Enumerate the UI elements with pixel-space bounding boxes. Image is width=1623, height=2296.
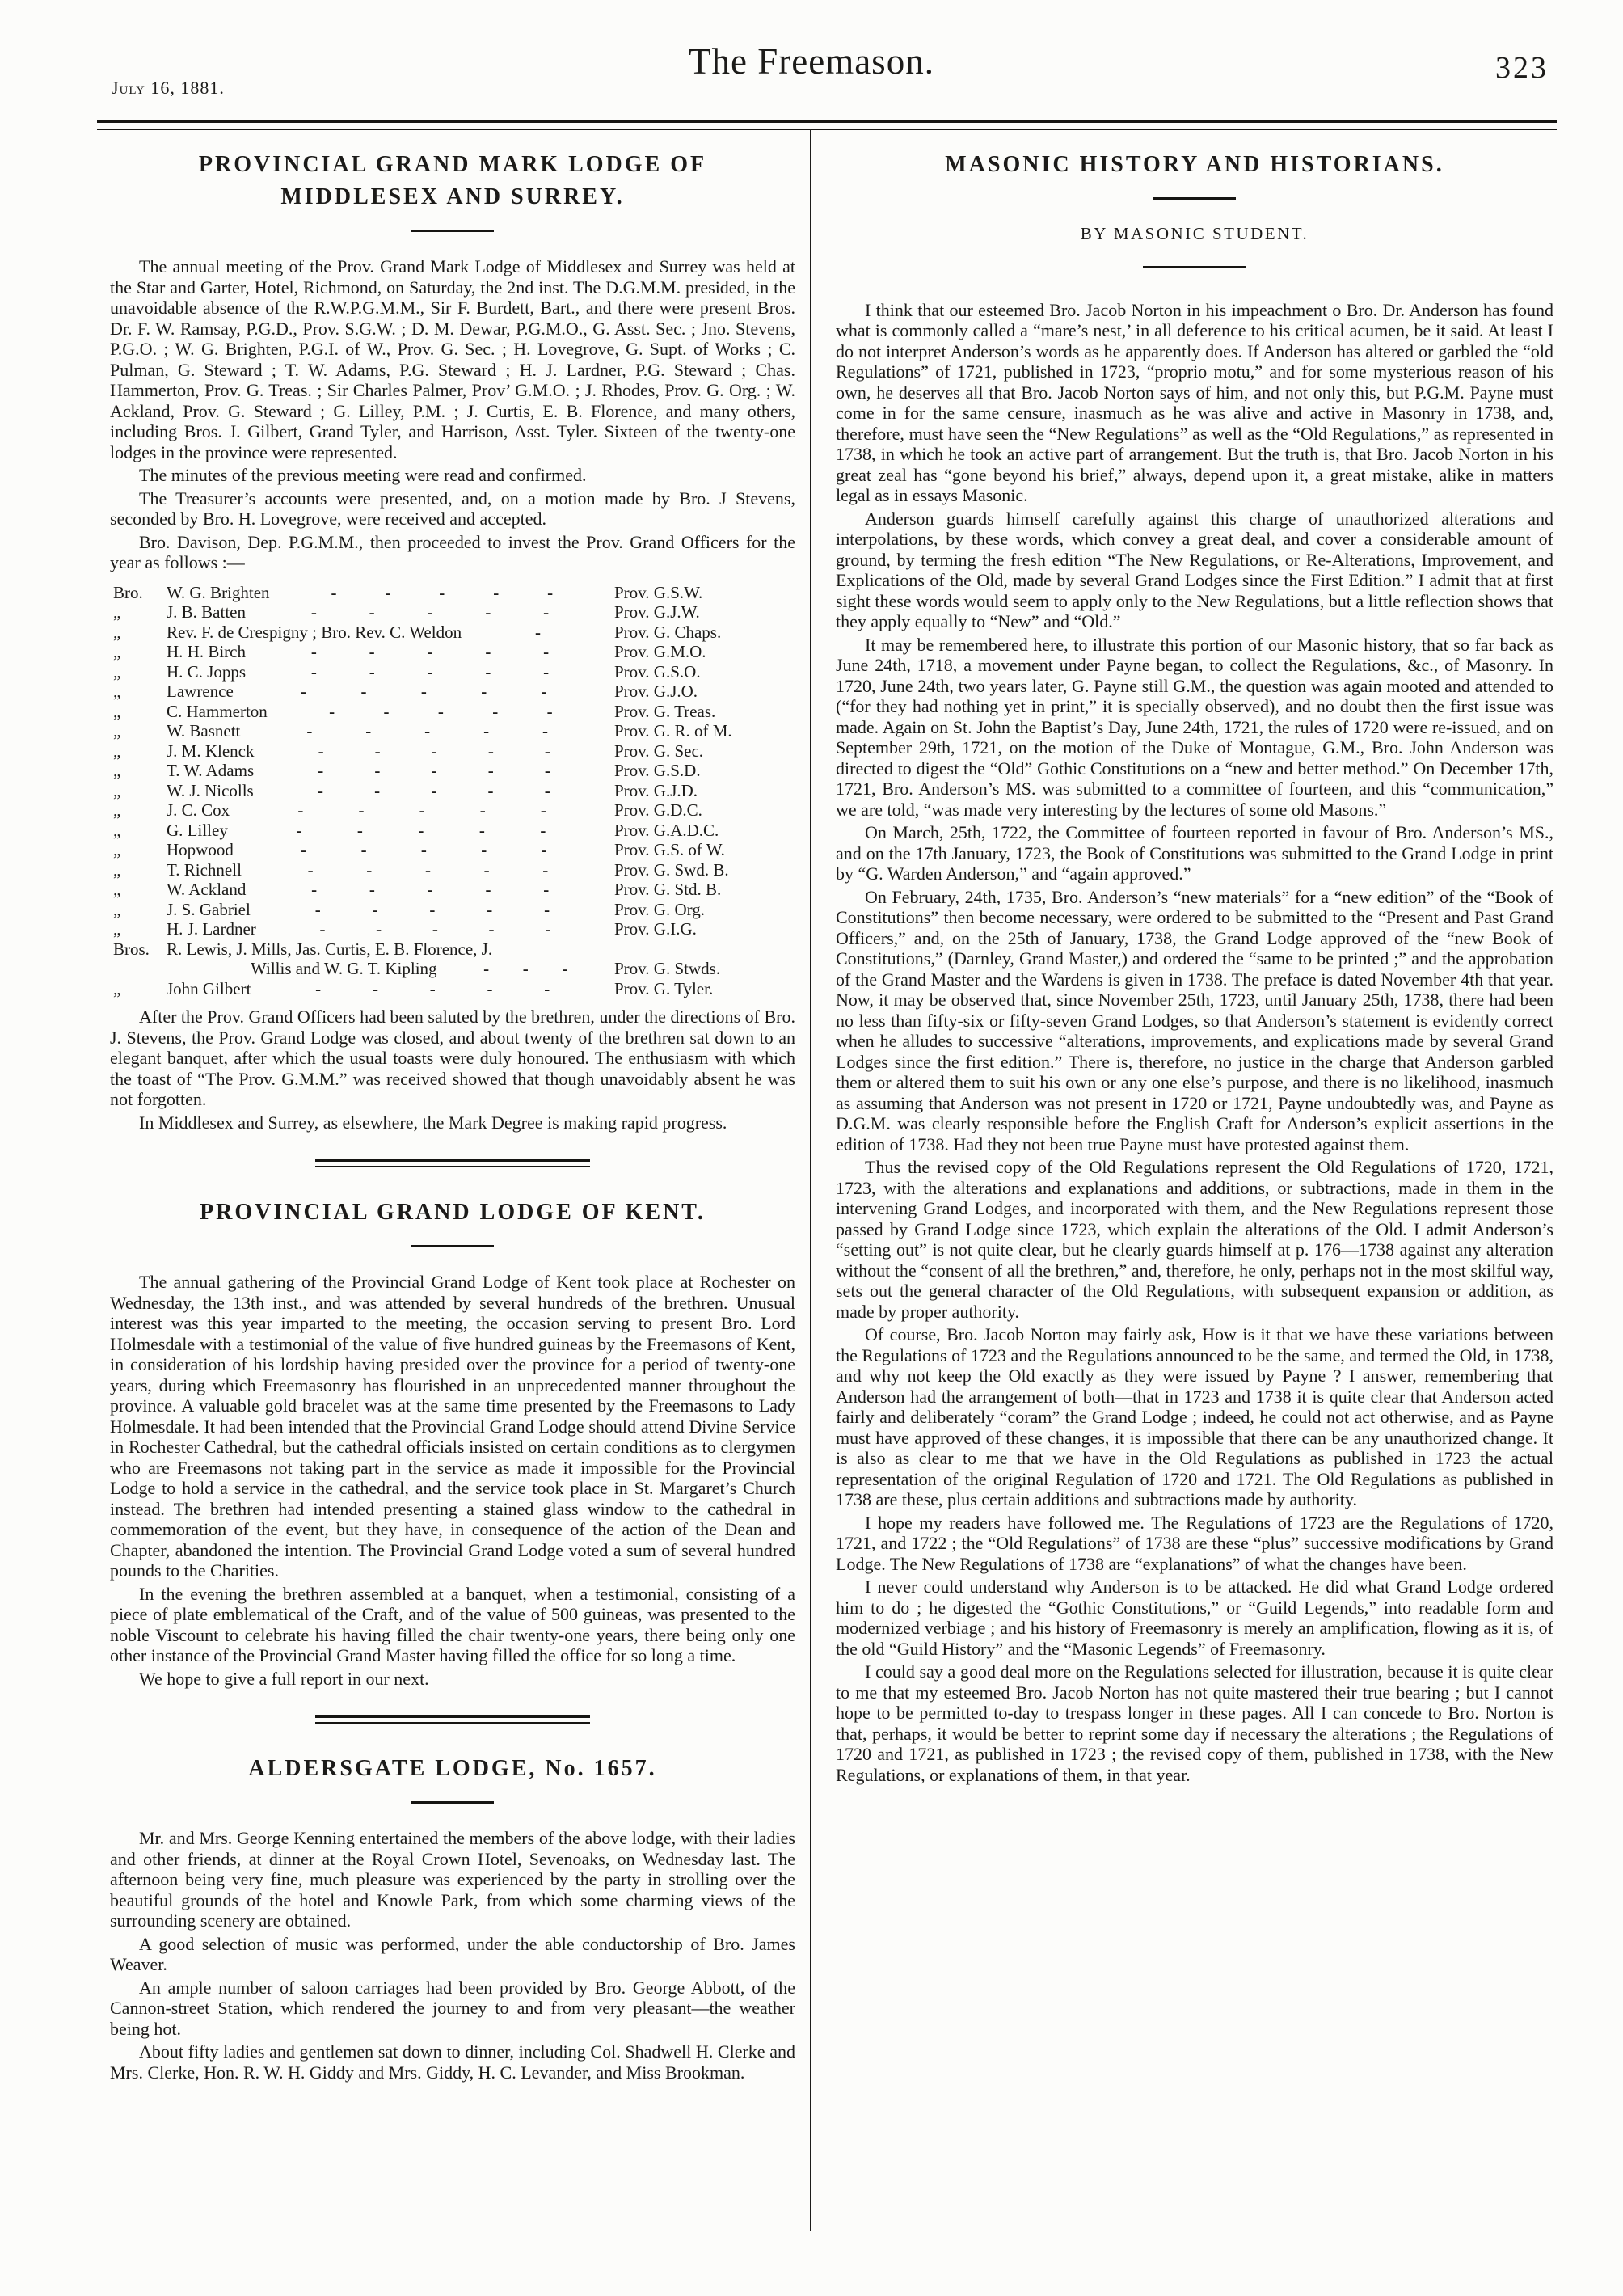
leader-dash: -	[431, 780, 437, 800]
officer-name: T. Richnell	[167, 859, 242, 880]
paragraph: In Middlesex and Surrey, as elsewhere, the Mark Degree is making rapid progress.	[139, 1112, 727, 1133]
leader-dash: -	[540, 820, 546, 840]
officer-name: W. J. Nicolls	[167, 780, 254, 800]
article-title: MIDDLESEX AND SURREY.	[280, 184, 625, 209]
officer-office: Prov. G.S.D.	[614, 761, 701, 780]
officer-row	[110, 721, 795, 741]
leader-dash: -	[319, 919, 326, 939]
leader-dash: -	[310, 602, 317, 622]
officer-row	[110, 682, 795, 702]
officer-office: Prov. G. R. of M.	[614, 721, 732, 741]
officer-name: W. Basnett	[167, 721, 241, 741]
paragraph: A good selection of music was performed, under the able conductorship of Bro. James Weaver.	[110, 1933, 795, 1974]
leader-dash: -	[547, 582, 554, 602]
leader-dash: -	[492, 701, 499, 721]
officer-prefix: „	[113, 840, 121, 859]
masthead-rule	[97, 120, 1557, 130]
officers-list	[110, 583, 795, 999]
leader-dash: -	[483, 959, 490, 978]
officer-prefix: „	[113, 978, 121, 998]
leader-dash: -	[545, 919, 551, 939]
officer-prefix: „	[113, 761, 121, 780]
officer-row	[110, 979, 795, 999]
paragraph: The minutes of the previous meeting were read and confirmed.	[139, 465, 587, 485]
leader-dash: -	[543, 602, 550, 622]
leader-dash: -	[306, 721, 313, 741]
officer-office: Prov. G. Stwds.	[614, 959, 721, 978]
leader-dash: -	[427, 602, 433, 622]
leader-dash: -	[372, 899, 378, 919]
officer-prefix: „	[113, 602, 121, 622]
leader-dash: -	[372, 978, 378, 998]
leader-dash: -	[540, 800, 546, 820]
leader-dash: -	[543, 880, 550, 899]
article	[836, 149, 1553, 1785]
leader-dash: -	[369, 661, 375, 682]
leader-dash: -	[374, 761, 381, 780]
officer-office: Prov. G. Org.	[614, 899, 706, 919]
left-column	[110, 149, 795, 2085]
dash-leader	[462, 623, 614, 643]
officer-office: Prov. G.J.O.	[614, 682, 698, 701]
officer-name: T. W. Adams	[167, 761, 255, 780]
leader-dash: -	[383, 701, 390, 721]
officer-prefix: „	[113, 741, 121, 761]
dash-leader	[228, 821, 614, 841]
officer-office: Prov. G.J.W.	[614, 602, 700, 622]
leader-dash: -	[541, 840, 547, 859]
officer-prefix: Bros.	[113, 939, 150, 959]
officer-name: C. Hammerton	[167, 701, 268, 721]
leader-dash: -	[544, 761, 550, 780]
officer-name: W. G. Brighten	[167, 582, 270, 602]
leader-dash: -	[366, 859, 373, 880]
leader-dash: -	[369, 602, 375, 622]
officer-office: Prov. G. Chaps.	[614, 622, 722, 642]
leader-dash: -	[374, 741, 381, 761]
officer-row	[110, 602, 795, 623]
article-title: PROVINCIAL GRAND MARK LODGE OF	[198, 152, 707, 177]
title-rule	[411, 1801, 494, 1804]
article-byline: BY MASONIC STUDENT.	[1080, 224, 1309, 243]
leader-dash: -	[424, 721, 431, 741]
leader-dash: -	[360, 682, 367, 701]
leader-dash: -	[358, 800, 365, 820]
leader-dash: -	[544, 780, 550, 800]
officer-name: H. C. Jopps	[167, 661, 247, 682]
officer-office: Prov. G. Tyler.	[614, 978, 714, 998]
officer-prefix: „	[113, 899, 121, 919]
paragraph: About fifty ladies and gentlemen sat down to dinner, including Col. Shadwell H. Clerke and Mrs. Clerke, Hon. R. W. H. Giddy and Mrs. Giddy, H. C. Levander, and Miss Brookman.	[110, 2041, 795, 2083]
leader-dash: -	[431, 741, 437, 761]
officer-office: Prov. G.S.W.	[614, 582, 703, 602]
officer-name: Hopwood	[167, 840, 234, 859]
paragraph: I never could understand why Anderson is to be attacked. He did what Grand Lodge ordered him to do ; he digested the “Gothic Constitutions,” or “Guild Legends,” into readable form and modernized verbiage ; and his history of Freemasonry is merely an amplification, flowing as it is, of the old “Guild History” and the “Masonic Legends” of Freemasonry.	[836, 1576, 1553, 1659]
article-title: ALDERSGATE LODGE, No. 1657.	[248, 1756, 657, 1781]
officer-name: H. J. Lardner	[167, 919, 256, 939]
leader-dash: -	[301, 840, 307, 859]
leader-dash: -	[487, 780, 494, 800]
paragraph: The Treasurer’s accounts were presented, and, on a motion made by Bro. J Stevens, seconded by Bro. H. Lovegrove, were received and accepted.	[110, 487, 795, 529]
leader-dash: -	[543, 642, 550, 661]
paragraph: The annual gathering of the Provincial Grand Lodge of Kent took place at Rochester on Wednesday, the 13th inst., and was attended by several hundreds of the brethren. Unusual interest was this year imparted to the meeting, the occasion serving to present Bro. Lord Holmesdale with a testimonial of the value of five hundred guineas by the Freemasons of Kent, in consideration of his lordship having presided over the province for a period of twenty-one years, during which Freemasonry has flourished in an unprecedented manner throughout the province. A valuable gold bracelet was at the same time presented by the Freemasons to Lady Holmesdale. It had been intended that the Provincial Grand Lodge should attend Divine Service in Rochester Cathedral, but the cathedral officials insisted on certain conditions as to clergymen who are Freemasons not taking part in the service as made it impossible for the Provincial Lodge to hold a service in the cathedral, and the service took place in St. Margaret’s Church instead. The brethren had intended presenting a stained glass window to the cathedral in commemoration of the event, but they have, in consequence of the action of the Dean and Chapter, abandoned the intention. The Provincial Grand Lodge voted a sum of several hundred pounds to the Charities.	[110, 1272, 795, 1581]
officer-row	[110, 662, 795, 682]
officer-row	[110, 702, 795, 722]
paragraph: In the evening the brethren assembled at a banquet, when a testimonial, consisting of a piece of plate emblematical of the Craft, and of the value of 500 guineas, was presented to the noble Viscount to celebrate his having filled the chair twenty-one years, there being only one other instance of the Provincial Grand Master having filled the office for so long a time.	[110, 1583, 795, 1665]
dash-leader	[246, 662, 614, 682]
leader-dash: -	[432, 919, 438, 939]
leader-dash: -	[331, 582, 337, 602]
officer-prefix: „	[113, 880, 121, 899]
leader-dash: -	[360, 840, 367, 859]
article-title: MASONIC HISTORY AND HISTORIANS.	[945, 152, 1444, 177]
leader-dash: -	[546, 701, 553, 721]
officer-name: J. M. Klenck	[167, 741, 255, 761]
officer-prefix: „	[113, 859, 121, 880]
officer-name: R. Lewis, J. Mills, Jas. Curtis, E. B. Florence, J.	[167, 939, 493, 959]
leader-dash: -	[365, 721, 372, 741]
leader-dash: -	[297, 800, 304, 820]
officer-office: Prov. G. Swd. B.	[614, 859, 729, 880]
dash-leader	[254, 781, 614, 801]
leader-dash: -	[369, 642, 375, 661]
leader-dash: -	[429, 978, 436, 998]
leader-dash: -	[301, 682, 307, 701]
officer-prefix: „	[113, 661, 121, 682]
officer-name: H. H. Birch	[167, 642, 246, 661]
leader-dash: -	[481, 682, 487, 701]
paragraph: Bro. Davison, Dep. P.G.M.M., then proceeded to invest the Prov. Grand Officers for the year as follows :—	[110, 531, 795, 572]
leader-dash: -	[374, 780, 381, 800]
article-separator	[315, 1159, 590, 1167]
leader-dash: -	[493, 582, 500, 602]
officer-name: Rev. F. de Crespigny ; Bro. Rev. C. Weldon	[167, 622, 462, 642]
leader-dash: -	[318, 741, 324, 761]
officer-prefix: „	[113, 780, 121, 800]
dash-leader	[270, 583, 614, 603]
officer-row	[110, 880, 795, 900]
column-divider-rule	[810, 129, 812, 2231]
leader-dash: -	[310, 661, 317, 682]
paragraph: It may be remembered here, to illustrate this portion of our Masonic history, that so far back as June 24th, 1718, a movement under Payne began, to collect the Regulations, &c., of Masonry. In 1720, June 24th, two years later, G. Payne still G.M., the question was again mooted and attended to (“for they had nothing yet in print,” it is specially observed), and no doubt then the first issue was made. Again on St. John the Baptist’s Day, June 24th, 1721, the rules of 1720 were re-issued, and on September 29th, 1721, on the motion of the Duke of Montague, G.M., Bro. John Anderson was directed to digest the “Old” Gothic Constitutions on a “new and better method.” On December 17th, 1721, Bro. Anderson’s MS. was submitted to a committee of fourteen, and this “communication,” we are told, “was made very interesting by the lectures of some old Masons.”	[836, 634, 1553, 820]
officer-prefix: „	[113, 800, 121, 820]
byline-rule	[1143, 266, 1246, 268]
leader-dash: -	[544, 978, 550, 998]
officer-name: G. Lilley	[167, 820, 228, 840]
officer-office: Prov. G.I.G.	[614, 919, 697, 939]
officer-row	[110, 800, 795, 821]
officer-row	[110, 642, 795, 662]
leader-dash: -	[431, 761, 437, 780]
dash-leader	[246, 642, 614, 662]
officer-name: J. S. Gabriel	[167, 899, 251, 919]
leader-dash: -	[420, 682, 427, 701]
dash-leader	[437, 959, 614, 979]
leader-dash: -	[427, 661, 433, 682]
dash-leader	[242, 860, 614, 880]
leader-dash: -	[427, 880, 433, 899]
leader-dash: -	[485, 602, 491, 622]
officer-prefix: „	[113, 721, 121, 741]
leader-dash: -	[485, 661, 491, 682]
leader-dash: -	[541, 682, 547, 701]
leader-dash: -	[419, 800, 425, 820]
officer-row	[110, 741, 795, 762]
article	[110, 1753, 795, 2083]
leader-dash: -	[542, 721, 548, 741]
leader-dash: -	[535, 622, 542, 642]
leader-dash: -	[485, 642, 491, 661]
leader-dash: -	[487, 761, 494, 780]
leader-dash: -	[315, 978, 322, 998]
officer-name: John Gilbert	[167, 978, 251, 998]
leader-dash: -	[544, 741, 550, 761]
leader-dash: -	[318, 761, 324, 780]
officer-row	[110, 919, 795, 939]
officer-prefix: Bro.	[113, 582, 143, 602]
leader-dash: -	[439, 582, 445, 602]
leader-dash: -	[376, 919, 382, 939]
dash-leader	[256, 919, 614, 939]
officer-prefix: „	[113, 820, 121, 840]
article	[110, 1197, 795, 1689]
leader-dash: -	[483, 721, 490, 741]
leader-dash: -	[487, 978, 493, 998]
leader-dash: -	[310, 642, 317, 661]
dash-leader	[234, 840, 614, 860]
page-number: 323	[1495, 51, 1549, 85]
paragraph: Of course, Bro. Jacob Norton may fairly ask, How is it that we have these variations between the Regulations of 1723 and the Regulations announced to be the same, and termed the Old, in 1738, and why not keep the Old exactly as they were issued by Payne ? I answer, remembering that Anderson had the arrangement of both—that in 1723 and 1738 it is quite clear that Anderson acted fairly and deliberately “coram” the Grand Lodge ; indeed, he could not act otherwise, and as Payne must have approved of these changes, it is impossible that there can be any unauthorized change. It is also as clear to me that we have in the Old Regulations as published in 1723 the actual representation of the original Regulation of 1720 and 1721. The Old Regulations as published in 1738 are these, plus certain additions and subtractions made by authority.	[836, 1324, 1553, 1509]
leader-dash: -	[437, 701, 444, 721]
paragraph: We hope to give a full report in our next.	[139, 1668, 429, 1689]
paragraph: I could say a good deal more on the Regulations selected for illustration, because it is quite clear to me that my esteemed Bro. Jacob Norton has not quite mastered their true bearing ; but I cannot hope to be permitted to-day to trespass longer in these pages. All I can concede to Bro. Norton is that, perhaps, it would be better to reprint some day if necessary the alterations ; the Regulations of 1720 and 1721, as published in 1723 ; the revised copy of them, published in 1738, with the New Regulations, or explanations of them, in that year.	[836, 1661, 1553, 1785]
leader-dash: -	[485, 880, 491, 899]
leader-dash: -	[562, 959, 568, 978]
leader-dash: -	[487, 899, 493, 919]
officer-name: W. Ackland	[167, 880, 247, 899]
dash-leader	[240, 721, 614, 741]
officer-row	[110, 623, 795, 643]
leader-dash: -	[478, 820, 485, 840]
leader-dash: -	[317, 780, 323, 800]
officer-row	[110, 860, 795, 880]
dash-leader	[251, 979, 614, 999]
paragraph: Thus the revised copy of the Old Regulations represent the Old Regulations of 1720, 1721, 1723, with the alterations and explanations and additions, or subtractions, made in them in the intervening Grand Lodges, and incorporated with them, and the New Regulations represent those passed by Grand Lodge since 1723, which explain the alterations of the Old. I admit Anderson’s “setting out” is not quite clear, but he clearly guards himself at p. 176—1738 against any alteration without the “consent of all the brethren,” and, therefore, he only, perhaps not in the most skilful way, sets out the general character of the Old Regulations, with subsequent expansion or addition, as made by proper authority.	[836, 1157, 1553, 1322]
paragraph: After the Prov. Grand Officers had been saluted by the brethren, under the directions of Bro. J. Stevens, the Prov. Grand Lodge was closed, and about twenty of the brethren sat down to an elegant banquet, after which the usual toasts were duly honoured. The enthusiasm with which the toast of “The Prov. G.M.M.” was received showed that though unavoidably absent he was not forgotten.	[110, 1007, 795, 1109]
leader-dash: -	[544, 899, 550, 919]
article	[110, 149, 795, 1133]
officer-office: Prov. G.S. of W.	[614, 840, 725, 859]
officer-row	[110, 900, 795, 920]
officer-row	[110, 840, 795, 860]
paragraph: Anderson guards himself carefully against this charge of unauthorized alterations and interpolations, by these words, which convey a great deal, and cover a considerable amount of ground, by terming the fresh edition “The New Regulations, or Re-Alterations, Improvement, and Explications of the Old, made by several Grand Lodges since the First Edition.” I admit that at first sight these words would seem to apply only to the New Regulations, but a little reflection shows that they apply equally to “New” and “Old.”	[836, 508, 1553, 631]
leader-dash: -	[420, 840, 427, 859]
right-column	[836, 149, 1553, 1787]
dash-leader	[268, 702, 614, 722]
leader-dash: -	[429, 899, 436, 919]
leader-dash: -	[543, 661, 550, 682]
leader-dash: -	[418, 820, 424, 840]
title-rule	[1153, 197, 1236, 200]
paragraph: An ample number of saloon carriages had been provided by Bro. George Abbott, of the Cannon-street Station, which rendered the journey to and from very pleasant—the weather being hot.	[110, 1977, 795, 2039]
title-rule	[411, 1245, 494, 1247]
leader-dash: -	[369, 880, 375, 899]
officer-office: Prov. G. Sec.	[614, 741, 704, 761]
officer-prefix: „	[113, 682, 121, 701]
title-rule	[411, 230, 494, 232]
paragraph: Mr. and Mrs. George Kenning entertained the members of the above lodge, with their ladies and other friends, at dinner at the Royal Crown Hotel, Sevenoaks, on Wednesday last. The afternoon being very fine, much pleasure was experienced by the party in strolling over the beautiful grounds of the hotel and Knowle Park, from which some charming views of the surrounding scenery are obtained.	[110, 1828, 795, 1931]
leader-dash: -	[311, 880, 318, 899]
officer-name: J. C. Cox	[167, 800, 230, 820]
leader-dash: -	[296, 820, 302, 840]
leader-dash: -	[522, 959, 529, 978]
leader-dash: -	[424, 859, 431, 880]
leader-dash: -	[488, 919, 495, 939]
article-separator	[315, 1715, 590, 1724]
dash-leader	[246, 880, 614, 900]
issue-date: July 16, 1881.	[112, 78, 225, 98]
paragraph: I hope my readers have followed me. The Regulations of 1723 are the Regulations of 1720, 1721, and 1722 ; the “Old Regulations” of 1738 are these “plus” successive modifications by Grand Lodge. The New Regulations of 1738 are “explanations” of what the changes have been.	[836, 1512, 1553, 1574]
leader-dash: -	[356, 820, 363, 840]
officer-row	[110, 781, 795, 801]
dash-leader	[251, 900, 614, 920]
leader-dash: -	[487, 741, 494, 761]
officer-row	[110, 959, 795, 979]
officer-name: J. B. Batten	[167, 602, 246, 622]
officer-prefix: „	[113, 919, 121, 939]
dash-leader	[254, 761, 614, 781]
leader-dash: -	[314, 899, 321, 919]
officer-office: Prov. G. Treas.	[614, 701, 716, 721]
paragraph: The annual meeting of the Prov. Grand Mark Lodge of Middlesex and Surrey was held at the Star and Garter, Hotel, Richmond, on Saturday, the 2nd inst. The D.G.M.M. presided, in the unavoidable absence of the R.W.P.G.M.M., Sir F. Burdett, Bart., and there were present Bros. Dr. F. W. Ramsay, P.G.D., Prov. S.G.W. ; D. M. Dewar, P.G.M.O., G. Asst. Sec. ; Jno. Stevens, P.G.O. ; W. G. Brighten, P.G.I. of W., Prov. G. Sec. ; H. Lovegrove, G. Supt. of Works ; C. Pulman, G. Steward ; T. W. Adams, P.G. Steward ; H. J. Lardner, P.G. Steward ; Chas. Hammerton, Prov. G. Treas. ; Sir Charles Palmer, Prov’ G.M.O. ; J. Rhodes, Prov. G. Org. ; W. Ackland, Prov. G. Steward ; G. Lilley, P.M. ; J. Curtis, E. B. Florence, and many others, including Bros. J. Gilbert, Grand Tyler, and Harrison, Asst. Tyler. Sixteen of the twenty-one lodges in the province were represented.	[110, 256, 795, 462]
leader-dash: -	[307, 859, 314, 880]
officer-office: Prov. G. Std. B.	[614, 880, 722, 899]
officer-office: Prov. G.D.C.	[614, 800, 702, 820]
officer-name: Lawrence	[167, 682, 234, 701]
masthead-title: The Freemason.	[689, 41, 934, 82]
officer-prefix: „	[113, 642, 121, 661]
officer-office: Prov. G.J.D.	[614, 780, 698, 800]
officer-office: Prov. G.A.D.C.	[614, 820, 719, 840]
leader-dash: -	[329, 701, 335, 721]
dash-leader	[255, 741, 615, 762]
leader-dash: -	[542, 859, 549, 880]
officer-prefix: „	[113, 701, 121, 721]
leader-dash: -	[483, 859, 490, 880]
officer-name: Willis and W. G. T. Kipling	[251, 959, 437, 978]
officer-office: Prov. G.M.O.	[614, 642, 706, 661]
paragraph: On March, 25th, 1722, the Committee of fourteen reported in favour of Bro. Anderson’s MS., and on the 17th January, 1723, the Book of Constitutions was submitted to the Grand Lodge in print by “G. Warden Anderson,” and “again approved.”	[836, 822, 1553, 884]
paragraph: On February, 24th, 1735, Bro. Anderson’s “new materials” for a “new edition” of the “Book of Constitutions” then become necessary, were ordered to be submitted to the “Present and Past Grand Officers,” and, on the 25th of January, 1738, the Grand Lodge approved of the “new Book of Constitutions,” (Darnley, Grand Master,) and ordered the “same to be printed ;” and the approbation of the Grand Master and the Wardens is given in 1738. The preface is dated November 4th that year. Now, it may be observed that, since November 25th, 1723, until January 25th, 1738, there had been no less than fifty-six or fifty-seven Grand Lodges, so that Anderson’s statement is evidently correct when he alludes to successive “alterations, improvements, and explications made by several Grand Lodges since the first edition.” There is, therefore, no justice in the charge that Anderson garbled them or altered them to suit his own or any one else’s purpose, and there is no likelihood, inasmuch as assuming that Anderson was not present in 1720 or 1721, Payne undoubtedly was, and Payne as D.G.M. was clearly responsible before the English Craft for Anderson’s explicit assertions in the edition of 1738. Had they not been true Payne must have protested against them.	[836, 886, 1553, 1154]
officer-office: Prov. G.S.O.	[614, 661, 701, 682]
leader-dash: -	[479, 800, 486, 820]
dash-leader	[230, 800, 614, 821]
dash-leader	[246, 602, 614, 623]
leader-dash: -	[385, 582, 391, 602]
paragraph: I think that our esteemed Bro. Jacob Norton in his impeachment o Bro. Dr. Anderson has found what is commonly called a “mare’s nest,’ in all deference to his critical acumen, be it said. At least I do not interpret Anderson’s words as he apparently does. If Anderson has altered or garbled the “old Regulations” of 1721, published in 1723, “proprio motu,” and for some mysterious reason of his own, he deserves all that Bro. Jacob Norton says of him, and not only this, but P.G.M. Payne must come in for the same censure, inasmuch as he was alive and active in Masonry in 1738, and, therefore, must have seen the “New Regulations” as well as the “Old Regulations,” as represented in 1738, in which he took an active part of arrangement. But the truth is, that Bro. Jacob Norton in his great zeal has “gone beyond his brief,” always, depend upon it, a great mistake, alike in matters legal as in essays Masonic.	[836, 299, 1553, 505]
article-title: PROVINCIAL GRAND LODGE OF KENT.	[200, 1200, 706, 1225]
officer-prefix: „	[113, 622, 121, 642]
dash-leader	[234, 682, 614, 702]
officer-row	[110, 583, 795, 603]
officer-row	[110, 761, 795, 781]
officer-row	[110, 821, 795, 841]
leader-dash: -	[481, 840, 487, 859]
leader-dash: -	[427, 642, 433, 661]
officer-row	[110, 939, 795, 960]
